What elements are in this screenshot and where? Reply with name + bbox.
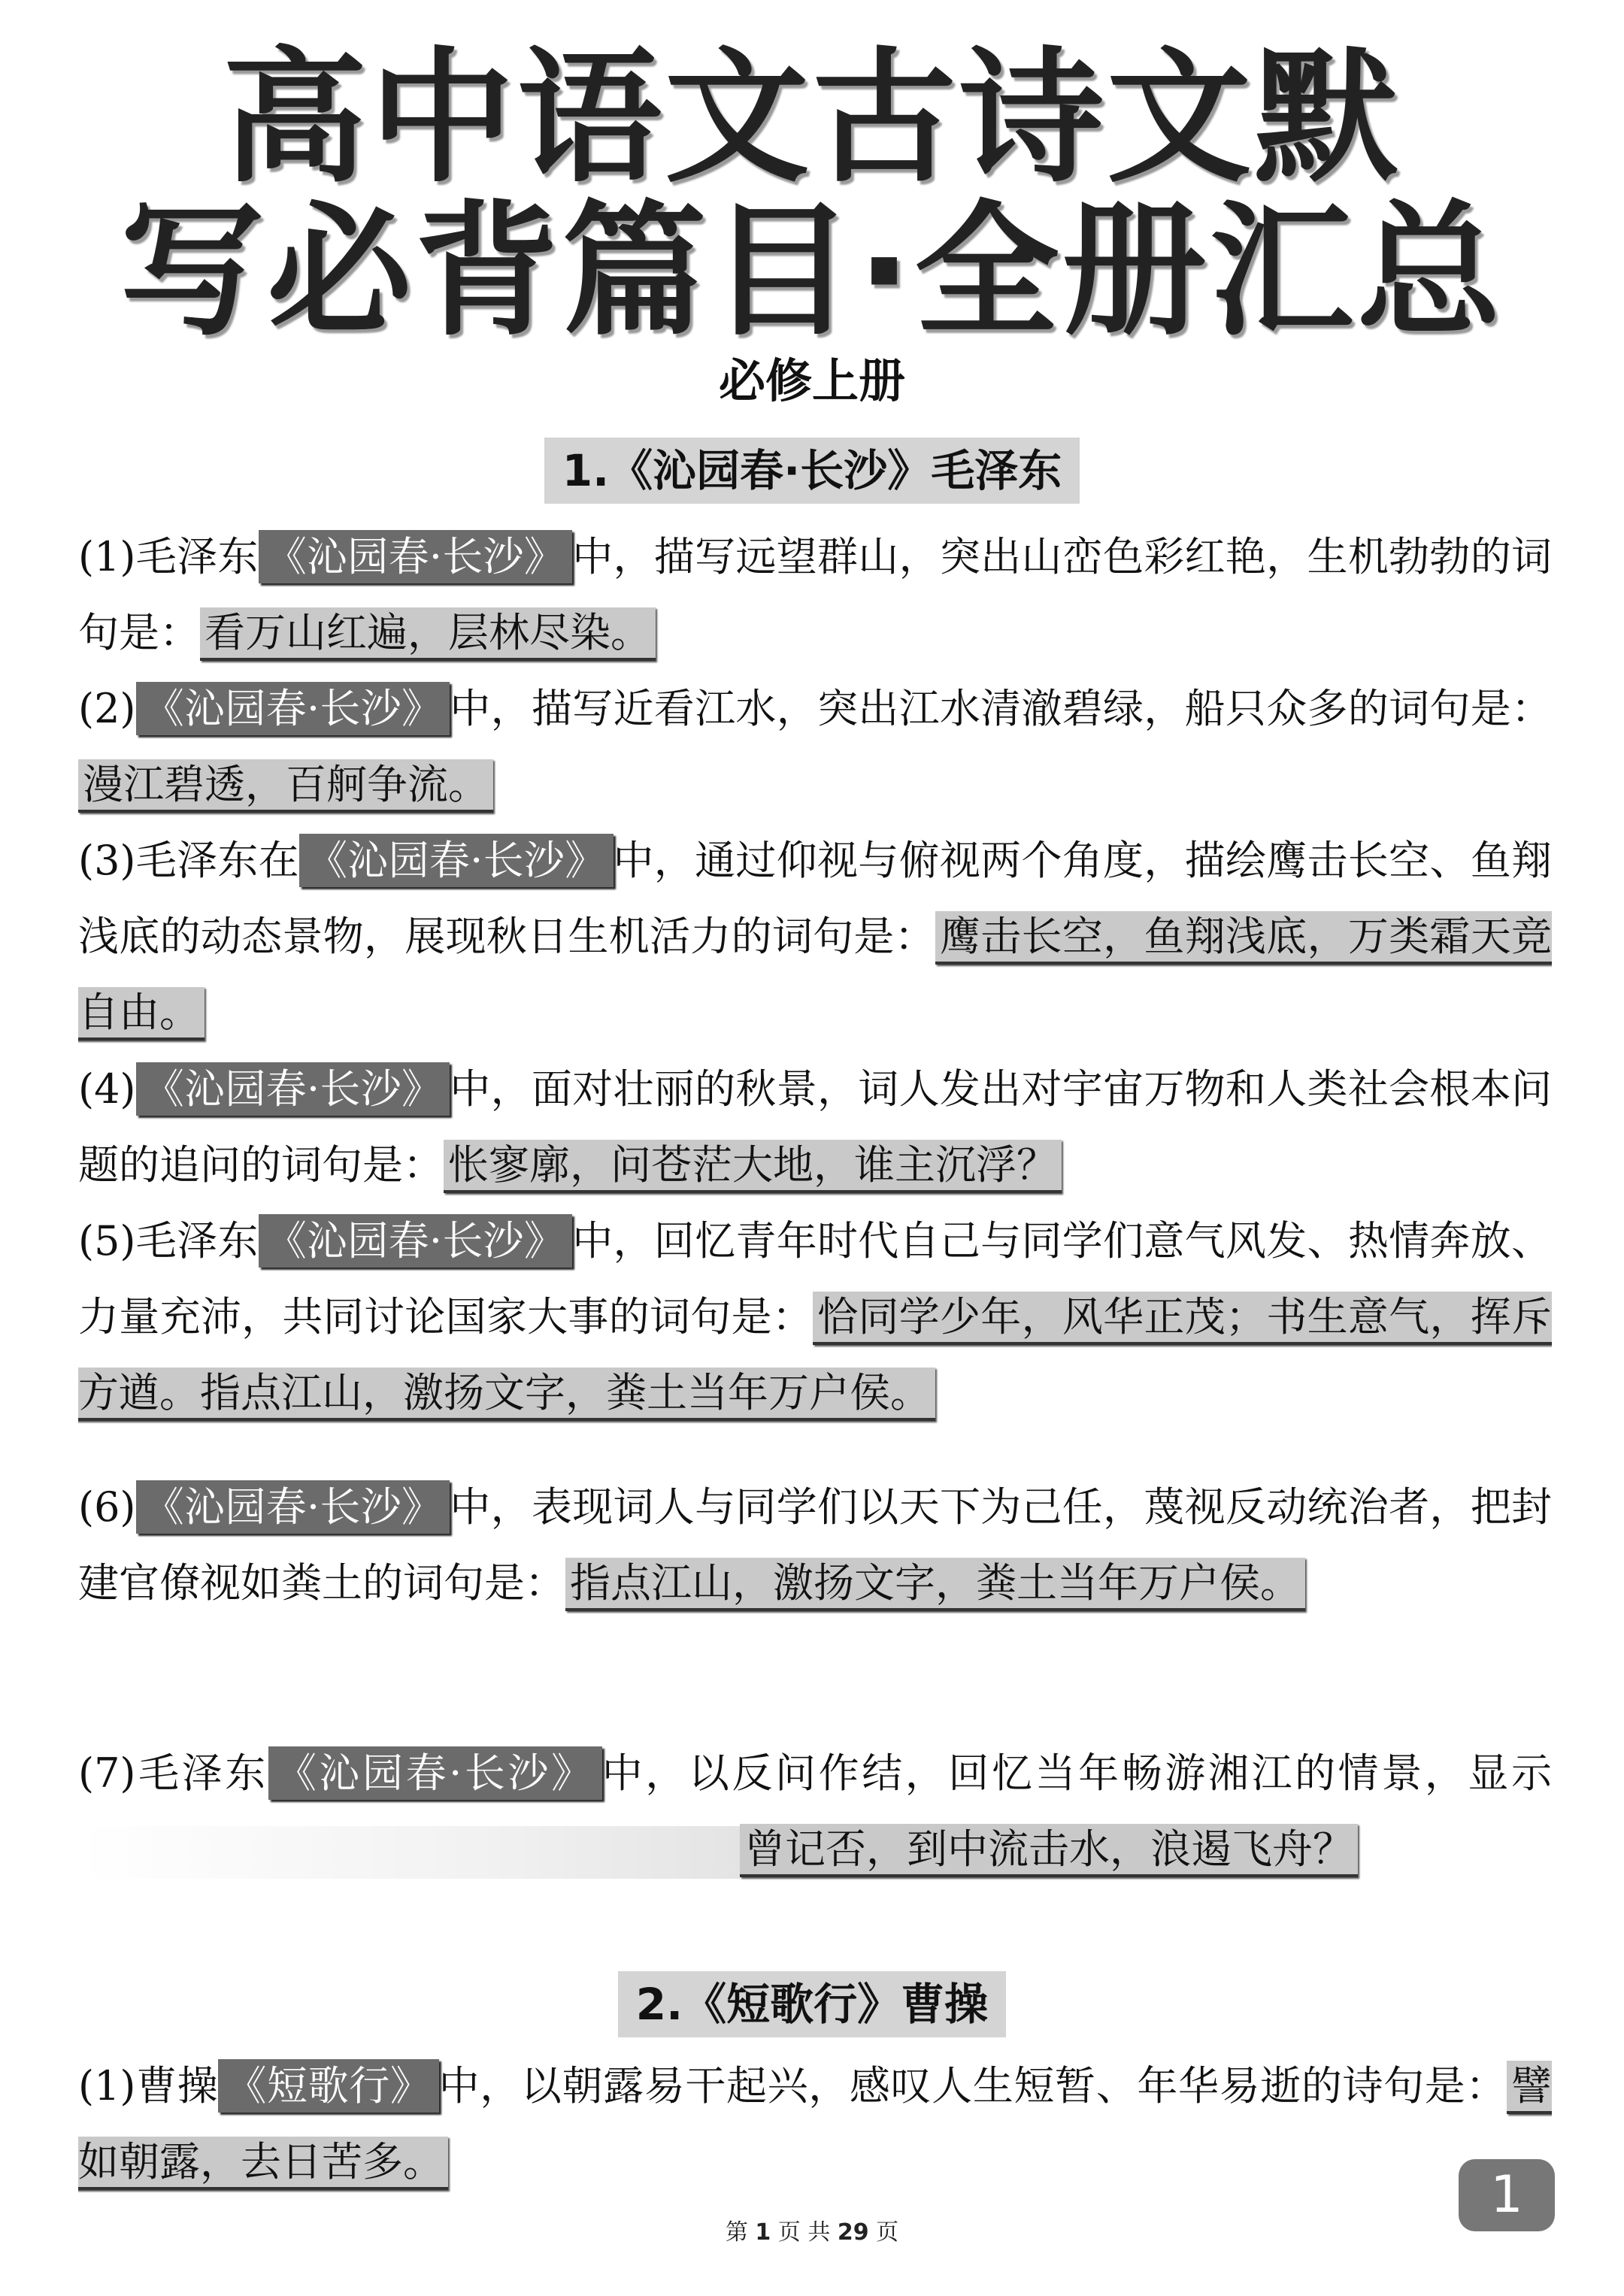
question-prefix: 毛泽东 [135,1217,259,1265]
section-heading-text: 1.《沁园春·长沙》毛泽东 [544,438,1080,504]
question-number: (1) [78,533,136,580]
page-number-badge: 1 [1459,2159,1555,2231]
question-number: (6) [78,1483,136,1531]
question-number: (4) [78,1065,136,1113]
section-heading-2 [0,1971,1624,2037]
footer-prefix: 第 [725,2219,748,2246]
question-item [78,1203,1552,1431]
title-line-2: 写必背篇目·全册汇总 [120,188,1504,356]
page-footer [0,2218,1624,2248]
work-title-highlight: 《短歌行》 [218,2059,438,2113]
question-item [78,1469,1552,1621]
question-text: 中，描写远望群山，突出山峦色彩红艳，生机勃勃的词句是： [78,533,1553,656]
work-title-highlight: 《沁园春·长沙》 [268,1746,602,1800]
section-heading-text: 2.《短歌行》曹操 [618,1971,1006,2037]
footer-total-pages: 29 [837,2219,869,2246]
answer-highlight: 恰同学少年，风华正茂；书生意气，挥斥方遒。指点江山，激扬文字，粪土当年万户侯。 [78,1292,1552,1421]
work-title-highlight: 《沁园春·长沙》 [136,1480,450,1534]
answer-highlight: 指点江山，激扬文字，粪土当年万户侯。 [565,1558,1305,1611]
answer-highlight: 譬如朝露，去日苦多。 [78,2061,1552,2190]
question-item [78,822,1552,1050]
question-number: (2) [78,685,136,732]
question-text: 中，回忆青年时代自己与同学们意气风发、热情奔放、力量充沛，共同讨论国家大事的词句是： [78,1217,1553,1340]
question-text: 中，表现词人与同学们以天下为己任，蔑视反动统治者，把封建官僚视如粪土的词句是： [78,1483,1552,1607]
subtitle: 必修上册 [718,353,905,408]
question-item [78,1735,1552,1887]
answer-highlight: 鹰击长空，鱼翔浅底，万类霜天竞自由。 [78,911,1552,1040]
question-text: 中，通过仰视与俯视两个角度，描绘鹰击长空、鱼翔浅底的动态景物，展现秋日生机活力的词句是： [78,837,1553,960]
question-item [78,1051,1552,1203]
question-prefix: 毛泽东 [135,1749,268,1797]
answer-highlight: 怅寥廓，问苍茫大地，谁主沉浮？ [444,1140,1062,1193]
work-title-highlight: 《沁园春·长沙》 [136,1062,450,1116]
answer-highlight: 曾记否，到中流击水，浪遏飞舟？ [740,1824,1358,1877]
work-title-highlight: 《沁园春·长沙》 [136,682,450,735]
answer-highlight: 看万山红遍，层林尽染。 [200,607,656,661]
answer-highlight: 漫江碧透，百舸争流。 [78,759,493,813]
question-number: (3) [78,837,136,884]
question-item [78,2048,1552,2200]
section-heading-1 [0,438,1624,504]
question-prefix: 毛泽东在 [135,837,299,884]
work-title-highlight: 《沁园春·长沙》 [259,530,573,583]
footer-middle: 页 共 [777,2219,831,2246]
footer-current-page: 1 [755,2219,771,2246]
question-text: 中，以朝露易干起兴，感叹人生短暂、年华易逝的诗句是： [438,2062,1507,2110]
blurred-gap [78,1826,740,1879]
question-number: (7) [78,1749,136,1797]
question-text: 中，描写近看江水，突出江水清澈碧绿，船只众多的词句是： [450,685,1552,732]
question-item [78,671,1552,822]
question-item [78,519,1552,671]
footer-suffix: 页 [876,2219,899,2246]
question-prefix: 曹操 [135,2062,219,2110]
question-number: (1) [78,2062,136,2110]
question-prefix: 毛泽东 [135,533,259,580]
work-title-highlight: 《沁园春·长沙》 [299,834,614,887]
title-line-1: 高中语文古诗文默 [223,35,1401,202]
question-number: (5) [78,1217,136,1265]
question-text: 中，以反问作结，回忆当年畅游湘江的情景，显示 [601,1749,1553,1797]
question-text: 中，面对壮丽的秋景，词人发出对宇宙万物和人类社会根本问题的追问的词句是： [78,1065,1552,1189]
work-title-highlight: 《沁园春·长沙》 [259,1214,573,1268]
